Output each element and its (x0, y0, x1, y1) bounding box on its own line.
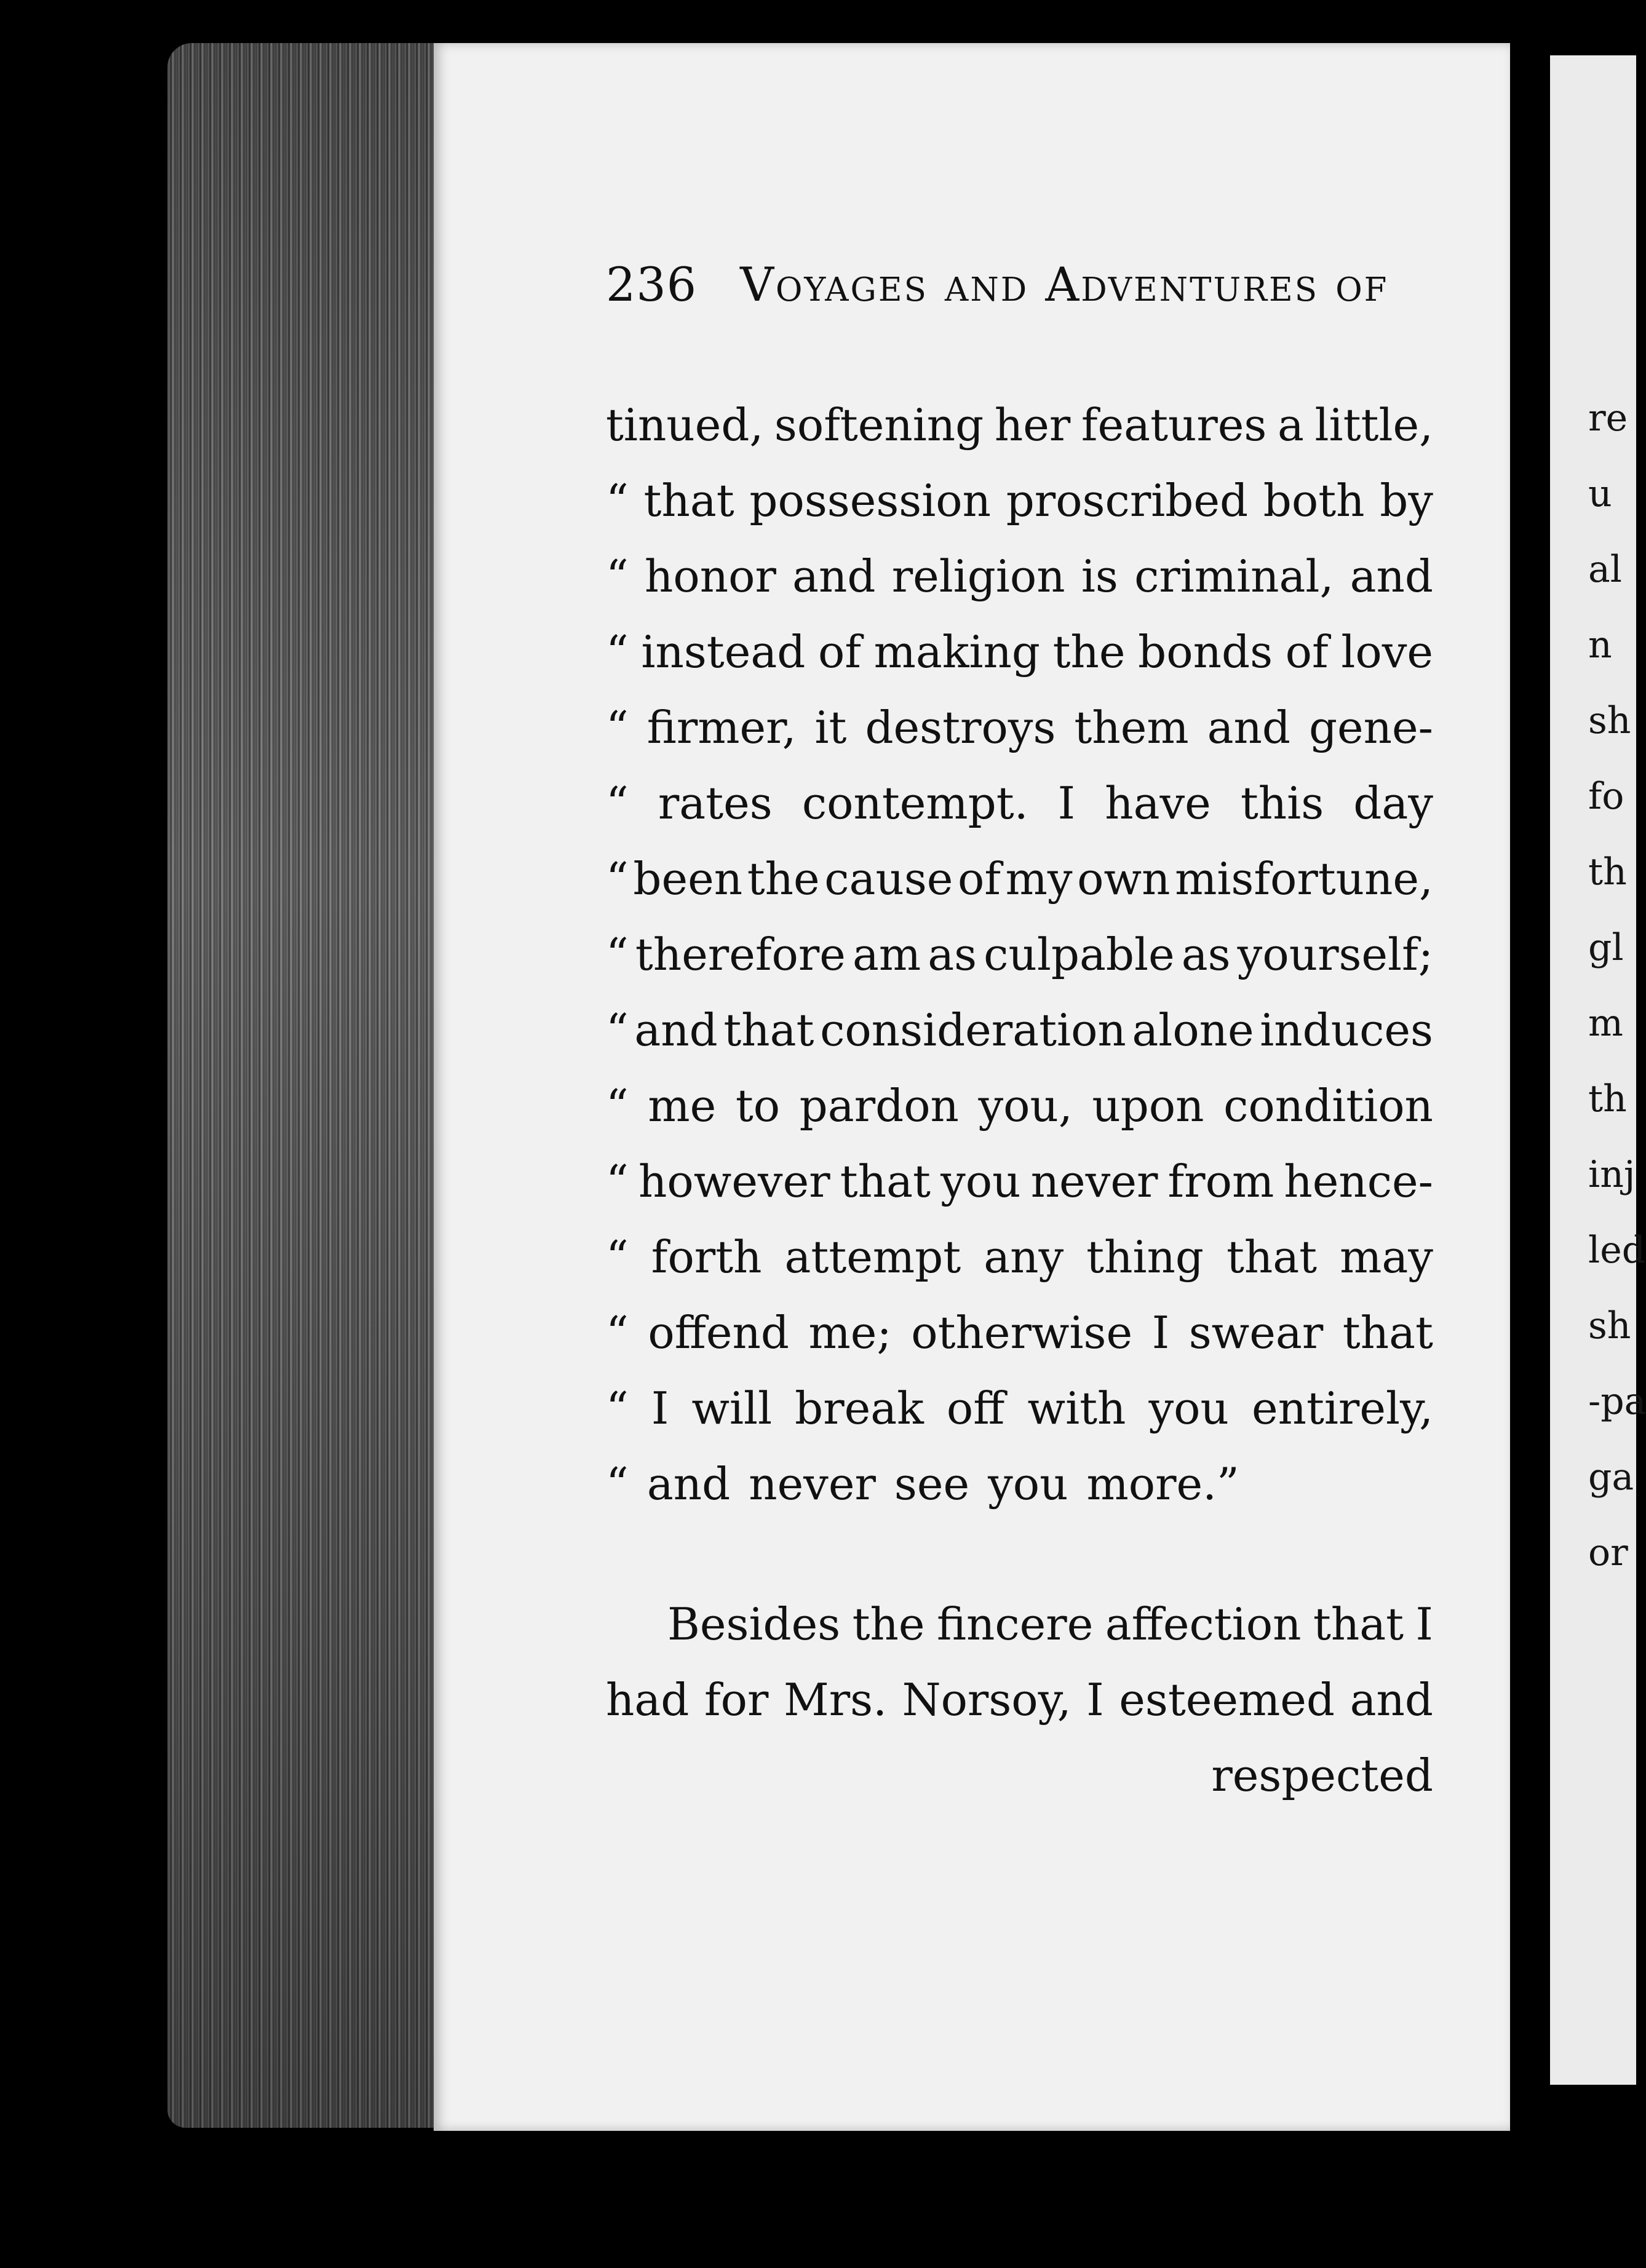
adjacent-page-fragment: re (1588, 397, 1628, 440)
adjacent-page-fragment: th (1588, 1077, 1627, 1120)
word: that (1226, 1231, 1318, 1283)
word: destroys (865, 702, 1056, 753)
word: consideration (820, 1004, 1126, 1056)
word: fincere (936, 1598, 1094, 1650)
word: that (723, 1004, 814, 1056)
text-line (606, 766, 1433, 841)
word: proscribed (1006, 475, 1249, 526)
word: “ (606, 1156, 629, 1207)
paragraph-gap (606, 1522, 1433, 1587)
word: tinued, (606, 399, 764, 451)
word: firmer, (646, 702, 797, 753)
text-line (606, 1295, 1433, 1371)
word: hence- (1284, 1156, 1433, 1207)
word: however (638, 1156, 830, 1207)
word: “ (606, 1382, 629, 1434)
word: any (984, 1231, 1064, 1283)
text-line (606, 387, 1433, 463)
word: with (1027, 1382, 1126, 1434)
word: “ (606, 777, 629, 829)
word: and (1350, 550, 1433, 602)
word: the (747, 853, 820, 905)
word: and (792, 550, 876, 602)
word: affection (1105, 1598, 1302, 1650)
word: will (691, 1382, 773, 1434)
word: esteemed (1119, 1674, 1335, 1726)
adjacent-page-fragment: inj (1588, 1153, 1636, 1196)
word: “ (606, 475, 629, 526)
word: I (651, 1382, 669, 1434)
word: off (946, 1382, 1005, 1434)
text-line (606, 463, 1433, 539)
word: Besides (667, 1598, 841, 1650)
word: you, (978, 1080, 1073, 1132)
catchword (606, 1738, 1433, 1814)
word: swear (1188, 1307, 1324, 1358)
word: more.” (1086, 1458, 1239, 1510)
adjacent-page-fragment: fo (1588, 775, 1624, 818)
word: “ (606, 626, 629, 678)
word: religion (891, 550, 1065, 602)
word: been (633, 853, 743, 905)
word: induces (1260, 1004, 1433, 1056)
word: I (1086, 1674, 1104, 1726)
word: own (1077, 853, 1171, 905)
body-text (606, 387, 1433, 1814)
text-line (606, 1219, 1433, 1295)
word: attempt (784, 1231, 961, 1283)
word: little, (1314, 399, 1433, 451)
word: and (634, 1004, 718, 1056)
word: and (646, 1458, 731, 1510)
word: Norsoy, (902, 1674, 1071, 1726)
word: see (894, 1458, 970, 1510)
adjacent-page-fragment: u (1588, 472, 1612, 515)
word: day (1353, 777, 1433, 829)
word: bonds (1138, 626, 1273, 678)
text-line (606, 1662, 1433, 1738)
page-number: 236 (606, 257, 698, 312)
word: may (1340, 1231, 1433, 1283)
word: is (1081, 550, 1118, 602)
word: contempt. (801, 777, 1028, 829)
word: honor (645, 550, 776, 602)
running-title: Voyages and Adventures of (740, 257, 1389, 312)
word: “ (606, 1458, 629, 1510)
word: am (852, 929, 921, 980)
word: her (994, 399, 1071, 451)
word: “ (606, 929, 629, 980)
adjacent-page-fragment: al (1588, 548, 1622, 591)
adjacent-page-fragment: gl (1588, 926, 1624, 969)
word: pardon (799, 1080, 959, 1132)
word: my (1005, 853, 1073, 905)
word: the (1052, 626, 1126, 678)
word: you (988, 1458, 1068, 1510)
text-line (606, 841, 1433, 917)
word: yourself; (1237, 929, 1433, 980)
word: of (818, 626, 861, 678)
word: I (1151, 1307, 1170, 1358)
adjacent-page (1550, 55, 1646, 2085)
text-line (606, 1144, 1433, 1219)
word: and (1207, 702, 1290, 753)
word: upon (1092, 1080, 1204, 1132)
word: for (704, 1674, 769, 1726)
word: culpable (984, 929, 1175, 980)
word: this (1240, 777, 1324, 829)
word: by (1380, 475, 1433, 526)
word: cause (824, 853, 953, 905)
adjacent-page-fragment: th (1588, 850, 1627, 894)
word: the (852, 1598, 925, 1650)
word: to (735, 1080, 781, 1132)
word: I (1415, 1598, 1433, 1650)
text-line (606, 917, 1433, 993)
word: “ (606, 853, 629, 905)
word: condition (1223, 1080, 1433, 1132)
word: me; (808, 1307, 892, 1358)
word: you (1148, 1382, 1229, 1434)
word: that (1342, 1307, 1433, 1358)
word: of (957, 853, 1001, 905)
word: both (1263, 475, 1365, 526)
book-fore-edge (167, 43, 438, 2128)
word: as (1181, 929, 1231, 980)
word: instead (641, 626, 806, 678)
adjacent-page-fragment: sh (1588, 1304, 1631, 1347)
text-line (606, 539, 1433, 614)
adjacent-page-fragment: led (1588, 1229, 1646, 1272)
word: me (648, 1080, 717, 1132)
word: softening (774, 399, 984, 451)
word: entirely, (1251, 1382, 1433, 1434)
adjacent-page-fragment: -pa (1588, 1380, 1646, 1423)
word: have (1105, 777, 1211, 829)
word: as (928, 929, 977, 980)
word: that (643, 475, 734, 526)
word: had (606, 1674, 690, 1726)
text-line (606, 1371, 1433, 1446)
adjacent-page-fragment: n (1588, 624, 1612, 667)
word: love (1341, 626, 1433, 678)
word: “ (606, 702, 629, 753)
word: them (1074, 702, 1189, 753)
word: otherwise (911, 1307, 1133, 1358)
word: never (749, 1458, 876, 1510)
text-line (606, 1587, 1433, 1662)
word: you (940, 1156, 1021, 1207)
text-line (606, 1446, 1433, 1522)
adjacent-page-fragment: m (1588, 1002, 1623, 1045)
word: “ (606, 1080, 629, 1132)
word: “ (606, 550, 629, 602)
word: and (1350, 1674, 1433, 1726)
text-line (606, 993, 1433, 1068)
word: that (1313, 1598, 1404, 1650)
word: rates (658, 777, 773, 829)
word: a (1277, 399, 1304, 451)
text-line (606, 690, 1433, 766)
word: criminal, (1134, 550, 1334, 602)
word: possession (749, 475, 991, 526)
text-line (606, 614, 1433, 690)
word: misfortune, (1175, 853, 1433, 905)
word: therefore (635, 929, 846, 980)
word: forth (651, 1231, 762, 1283)
word: never (1030, 1156, 1158, 1207)
word: that (840, 1156, 931, 1207)
word: gene- (1308, 702, 1433, 753)
catchword-text: respected (1211, 1750, 1433, 1801)
word: features (1081, 399, 1267, 451)
word: from (1167, 1156, 1274, 1207)
word: it (814, 702, 847, 753)
running-header (606, 257, 1405, 312)
word: making (873, 626, 1040, 678)
adjacent-page-fragment: sh (1588, 699, 1631, 742)
word: I (1057, 777, 1076, 829)
word: “ (606, 1307, 629, 1358)
word: alone (1132, 1004, 1254, 1056)
adjacent-page-fragment: or (1588, 1531, 1628, 1574)
word: break (795, 1382, 924, 1434)
word: of (1285, 626, 1329, 678)
word: thing (1086, 1231, 1204, 1283)
text-line (606, 1068, 1433, 1144)
word: offend (648, 1307, 789, 1358)
word: “ (606, 1004, 629, 1056)
adjacent-page-fragment: ga (1588, 1456, 1634, 1499)
word: Mrs. (784, 1674, 887, 1726)
word: “ (606, 1231, 629, 1283)
